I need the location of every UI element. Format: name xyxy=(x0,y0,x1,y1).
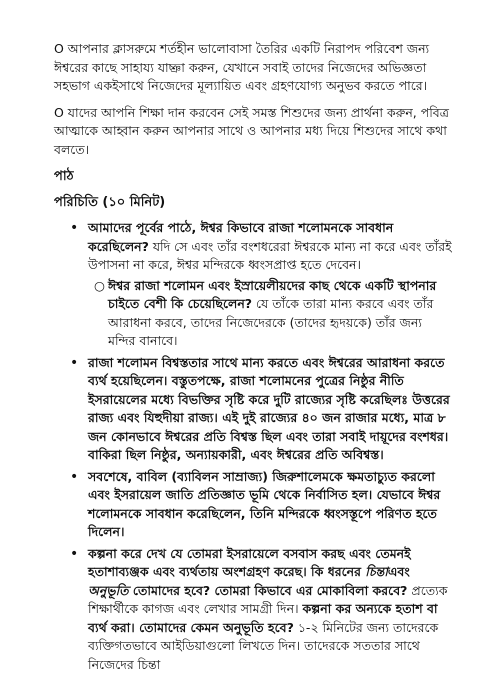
intro-paragraph-2: O যাদের আপনি শিক্ষা দান করবেন সেই সমস্ত শিশুদের জন্য প্রার্থনা করুন, পবিত্র আত্মাকে আহ্বান করুন আপনার সাথে ও আপনার মধ্য দিয়ে শিশুদের সাথে কথা বলতে। xyxy=(54,104,449,157)
bullet-icon: • xyxy=(70,468,79,485)
bullet-1-bold: আমাদের পূর্বের পাঠে, ঈশ্বর কিভাবে রাজা শলোমনকে সাবধান করেছিলেন? xyxy=(88,220,394,254)
bullet-item-2 xyxy=(54,354,453,465)
bullet-4-bold-2: এবং xyxy=(387,564,410,579)
bullet-icon: • xyxy=(70,354,79,371)
bullet-item-1 xyxy=(54,219,453,351)
bullet-4-text-2: ১-২ মিনিটের জন্য তাদেরকে ব্যক্তিগতভাবে আইডিয়াগুলো লিখতে দিন। তাদেরকে সততার সাথে নিজেদের চিন্তা xyxy=(88,619,439,672)
bullet-4-italic-2: অনুভূতি xyxy=(88,582,129,598)
bullet-2-bold: রাজা শলোমন বিশ্বস্ততার সাথে মান্য করতে এবং ঈশ্বরের আরাধনা করতে ব্যর্থ হয়েছিলেন। বস্তুতপক্ষে, রাজা শলোমনের পুত্রের নিষ্ঠুর নীতি ইসরায়েলের মধ্যে বিভক্তির সৃষ্টি করে দুটি রাজ্যের সৃষ্টি করেছিলঃ উত্তরের রাজ্য এবং যিহুদীয়া রাজ্য। এই দুই রাজ্যের ৪০ জন রাজার মধ্যে, মাত্র ৮ জন কোনভাবে ঈশ্বরের প্রতি বিশ্বস্ত ছিল এবং তারা সবাই দায়ূদের বংশধর। বাকিরা ছিল নিষ্ঠুর, অন্যায়কারী, এবং ঈশ্বরের প্রতি অবিশ্বস্ত। xyxy=(88,354,450,462)
section-heading: পাঠ xyxy=(54,169,74,184)
bullet-1-text: যদি সে এবং তাঁর বংশধরেরা ঈশ্বরকে মান্য না করে এবং তাঁরই উপাসনা না করে, ঈশ্বর মন্দিরকে ধ্বংসপ্রাপ্ত হতে দেবেন। xyxy=(88,238,452,272)
sub-bullet-1-text: যে তাঁকে তারা মান্য করবে এবং তাঁর আরাধনা করবে, তাদের নিজেদেরকে (তাদের হৃদয়কে) তাঁর জন্য মন্দির বানাবে। xyxy=(108,296,434,348)
bullet-4-italic-1: চিন্তা xyxy=(365,564,388,579)
bullet-list xyxy=(54,219,453,674)
bullet-4-text-1: প্রত্যেক শিক্ষার্থীকে কাগজ এবং লেখার সামগ্রী দিন। xyxy=(88,582,448,616)
bullet-4-bold-4: কল্পনা কর অন্যকে হতাশ বা ব্যর্থ করা। তোমাদের কেমন অনুভূতি হবে? xyxy=(88,601,438,635)
section-subheading: পরিচিতি (১০ মিনিট) xyxy=(54,195,166,210)
sub-bullet-list xyxy=(88,277,453,351)
bullet-3-bold: সবশেষে, বাবিল (ব্যাবিলন সাম্রাজ্য) জিরুশালেমকে ক্ষমতাচ্যুত করলো এবং ইসরায়েল জাতি প্রতিজ্ঞাত ভূমি থেকে নির্বাসিত হল। যেভাবে ঈশ্বর শলোমনকে সাবধান করেছিলেন, তিনি মন্দিরকে ধ্বংসস্তূপে পরিণত হতে দিলেন। xyxy=(88,468,441,539)
bullet-item-3 xyxy=(54,468,453,542)
bullet-4-bold-1: কল্পনা করে দেখ যে তোমরা ইসরায়েলে বসবাস করছ এবং তেমনই হতাশাব্যঞ্জক এবং ব্যর্থতায় অংশগ্রহণ করেছ। কি ধরনের xyxy=(88,545,411,579)
bullet-icon: • xyxy=(70,220,79,236)
sub-bullet-item-1 xyxy=(88,277,453,351)
sub-bullet-icon: ○ xyxy=(94,277,105,293)
bullet-item-4 xyxy=(54,545,453,675)
sub-bullet-1-bold: ঈশ্বর রাজা শলোমন এবং ইস্রায়েলীয়দের কাছ থেকে একটি স্থাপনার চাইতে বেশী কি চেয়েছিলেন? xyxy=(108,277,437,311)
bullet-4-bold-3: তোমাদের হবে? তোমরা কিভাবে এর মোকাবিলা করবে? xyxy=(128,582,408,598)
bullet-icon: • xyxy=(70,545,79,562)
intro-paragraph-1: O আপনার ক্লাসরুমে শর্তহীন ভালোবাসা তৈরির একটি নিরাপদ পরিবেশ জন্য ঈশ্বরের কাছে সাহায্য যাচ্ঞা করুন, যেখানে সবাই তাদের নিজেদের অভিজ্ঞতা সহভাগ একইসাথে নিজেদের মূল্যায়িত এবং গ্রহণযোগ্য অনুভব করতে পারে। xyxy=(54,41,430,93)
